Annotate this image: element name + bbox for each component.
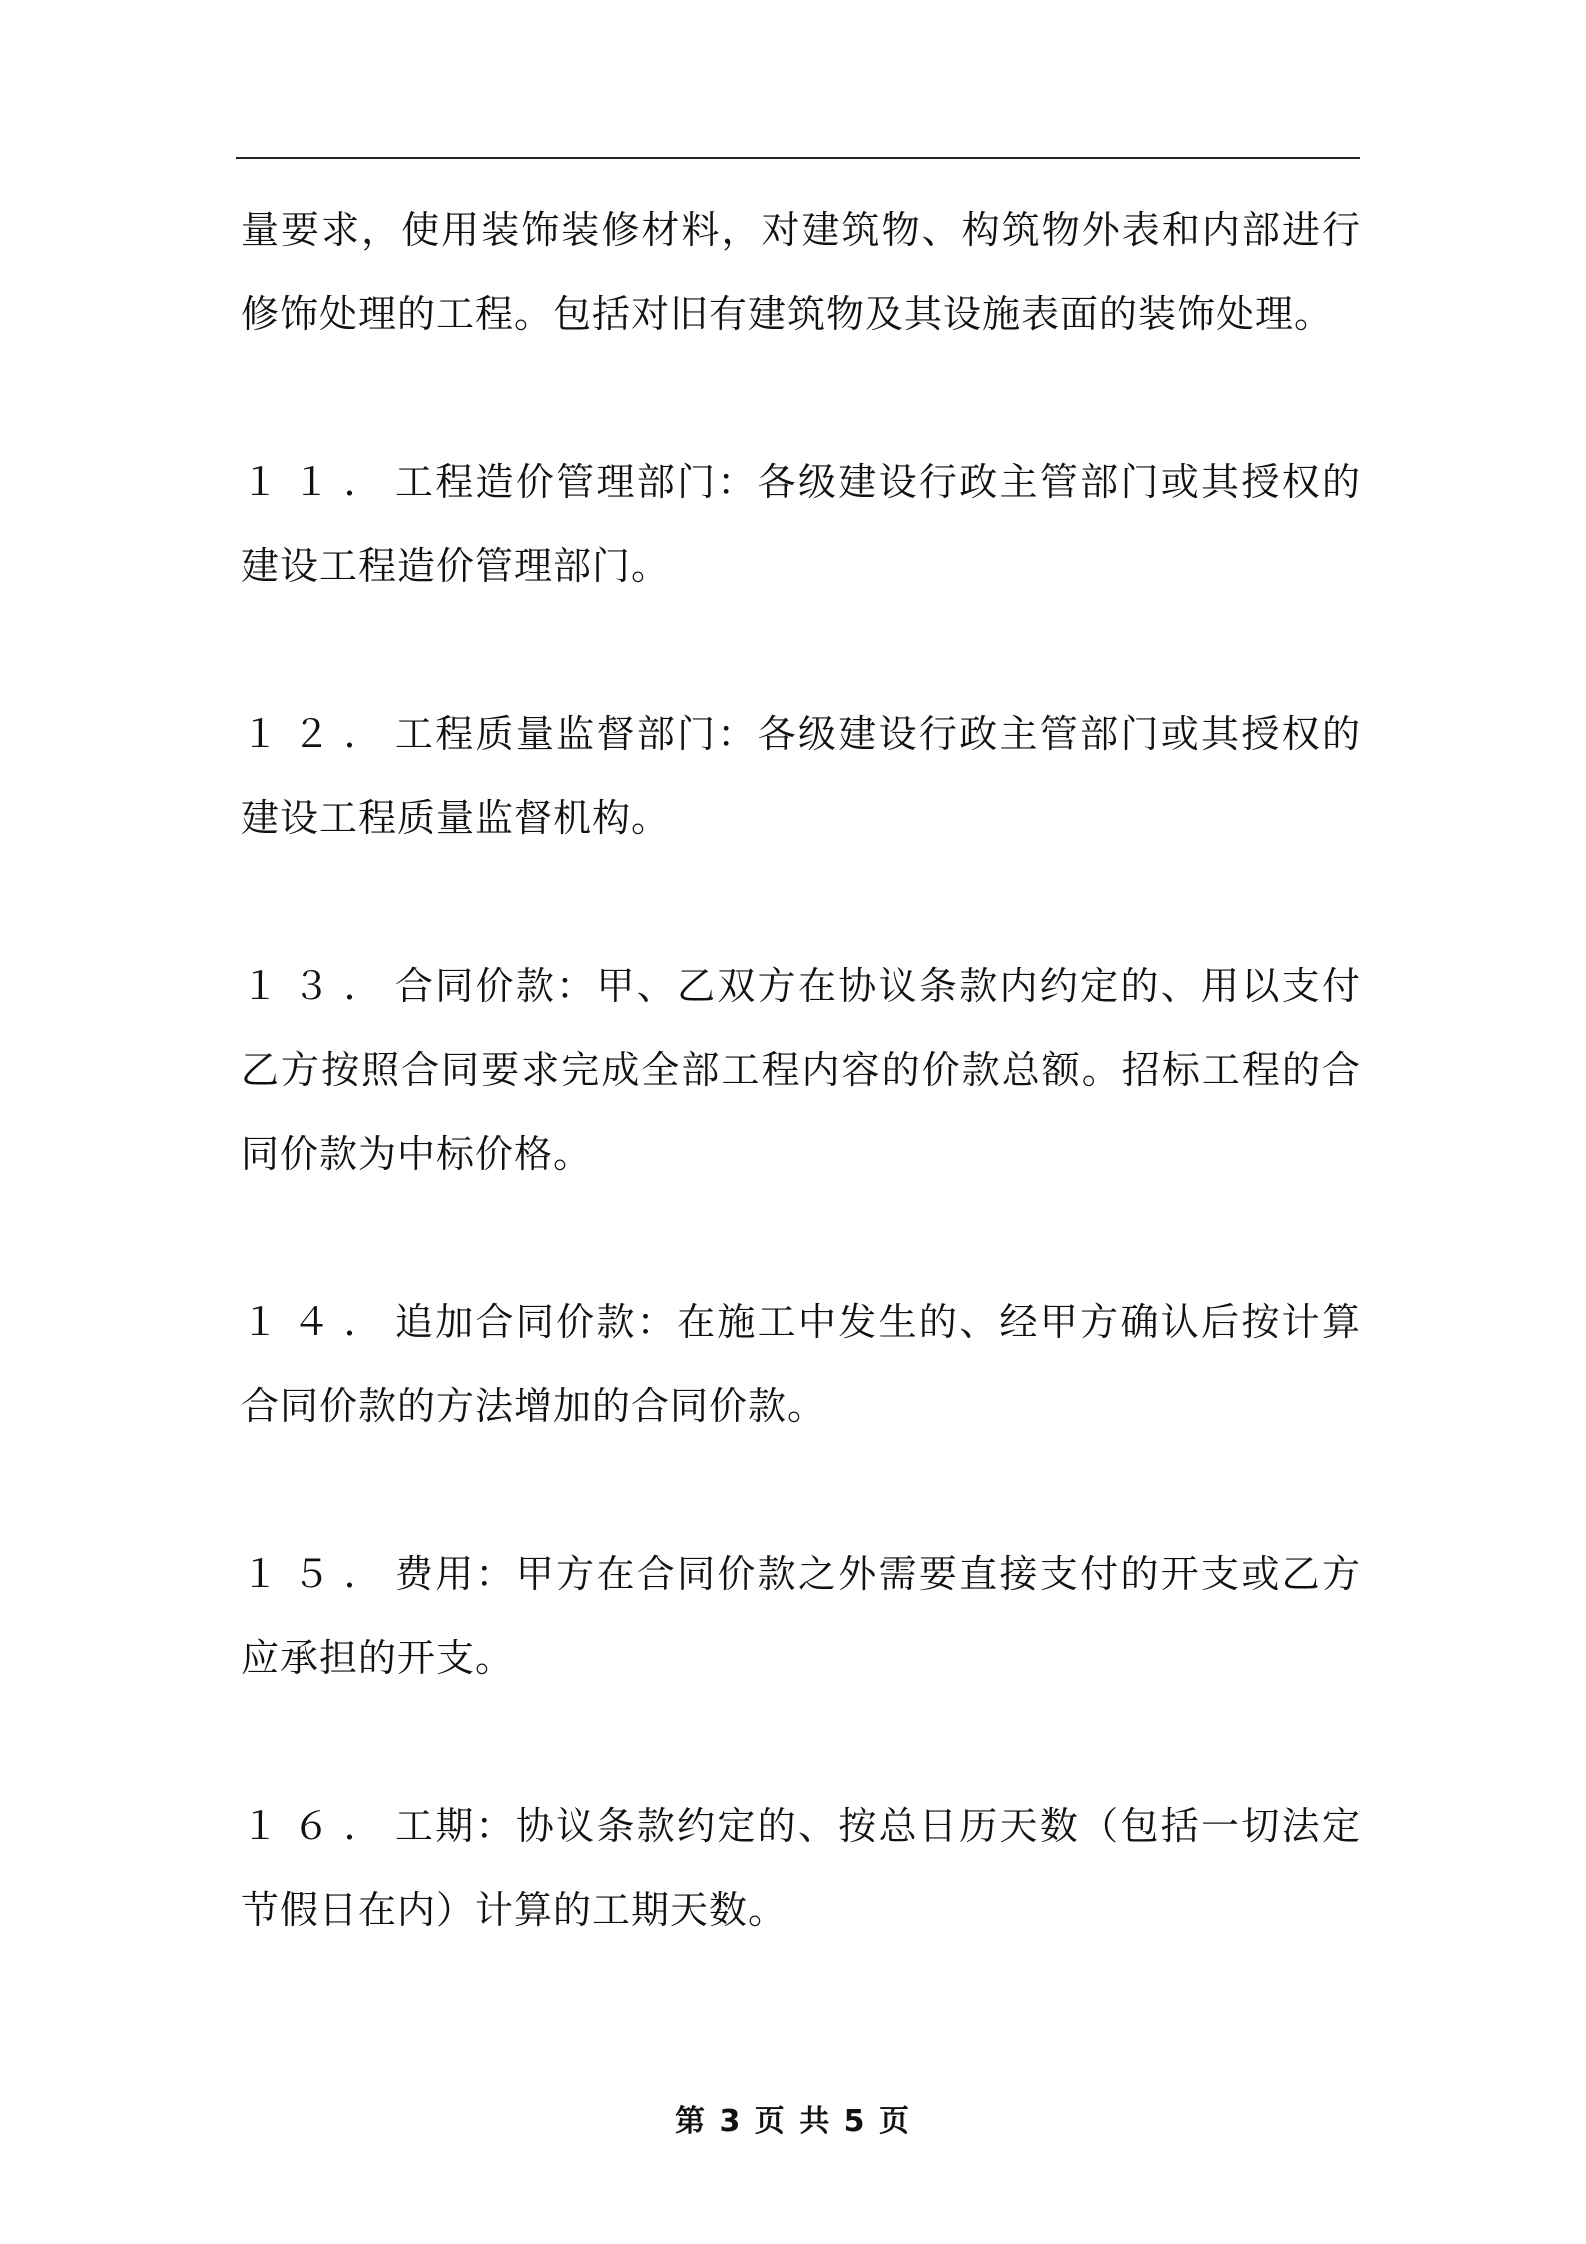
paragraph-text: 追加合同价款：在施工中发生的、经甲方确认后按计算合同价款的方法增加的合同价款。 [241,1300,1361,1428]
paragraph-continuation [241,188,1361,356]
paragraph-item-11 [241,440,1361,608]
paragraph-text: 工程质量监督部门：各级建设行政主管部门或其授权的建设工程质量监督机构。 [241,712,1361,840]
item-number: １４． [241,1300,395,1344]
paragraph-item-13 [241,944,1361,1196]
paragraph-item-14 [241,1280,1361,1448]
item-number: １２． [241,712,395,756]
paragraph-item-15 [241,1532,1361,1700]
item-number: １６． [241,1804,395,1848]
item-number: １１． [241,460,395,504]
paragraph-item-16 [241,1784,1361,1952]
paragraph-text: 费用：甲方在合同价款之外需要直接支付的开支或乙方应承担的开支。 [241,1552,1361,1680]
header-divider [236,157,1360,159]
item-number: １３． [241,964,395,1008]
page-number-footer: 第 3 页 共 5 页 [675,2104,911,2139]
paragraph-text: 工期：协议条款约定的、按总日历天数（包括一切法定节假日在内）计算的工期天数。 [241,1804,1361,1932]
paragraph-text: 工程造价管理部门：各级建设行政主管部门或其授权的建设工程造价管理部门。 [241,460,1361,588]
paragraph-text: 量要求，使用装饰装修材料，对建筑物、构筑物外表和内部进行修饰处理的工程。包括对旧有建筑物及其设施表面的装饰处理。 [241,208,1361,336]
item-number: １５． [241,1552,395,1596]
paragraph-item-12 [241,692,1361,860]
paragraph-text: 合同价款：甲、乙双方在协议条款内约定的、用以支付乙方按照合同要求完成全部工程内容的价款总额。招标工程的合同价款为中标价格。 [241,964,1361,1176]
document-body [241,188,1361,1952]
